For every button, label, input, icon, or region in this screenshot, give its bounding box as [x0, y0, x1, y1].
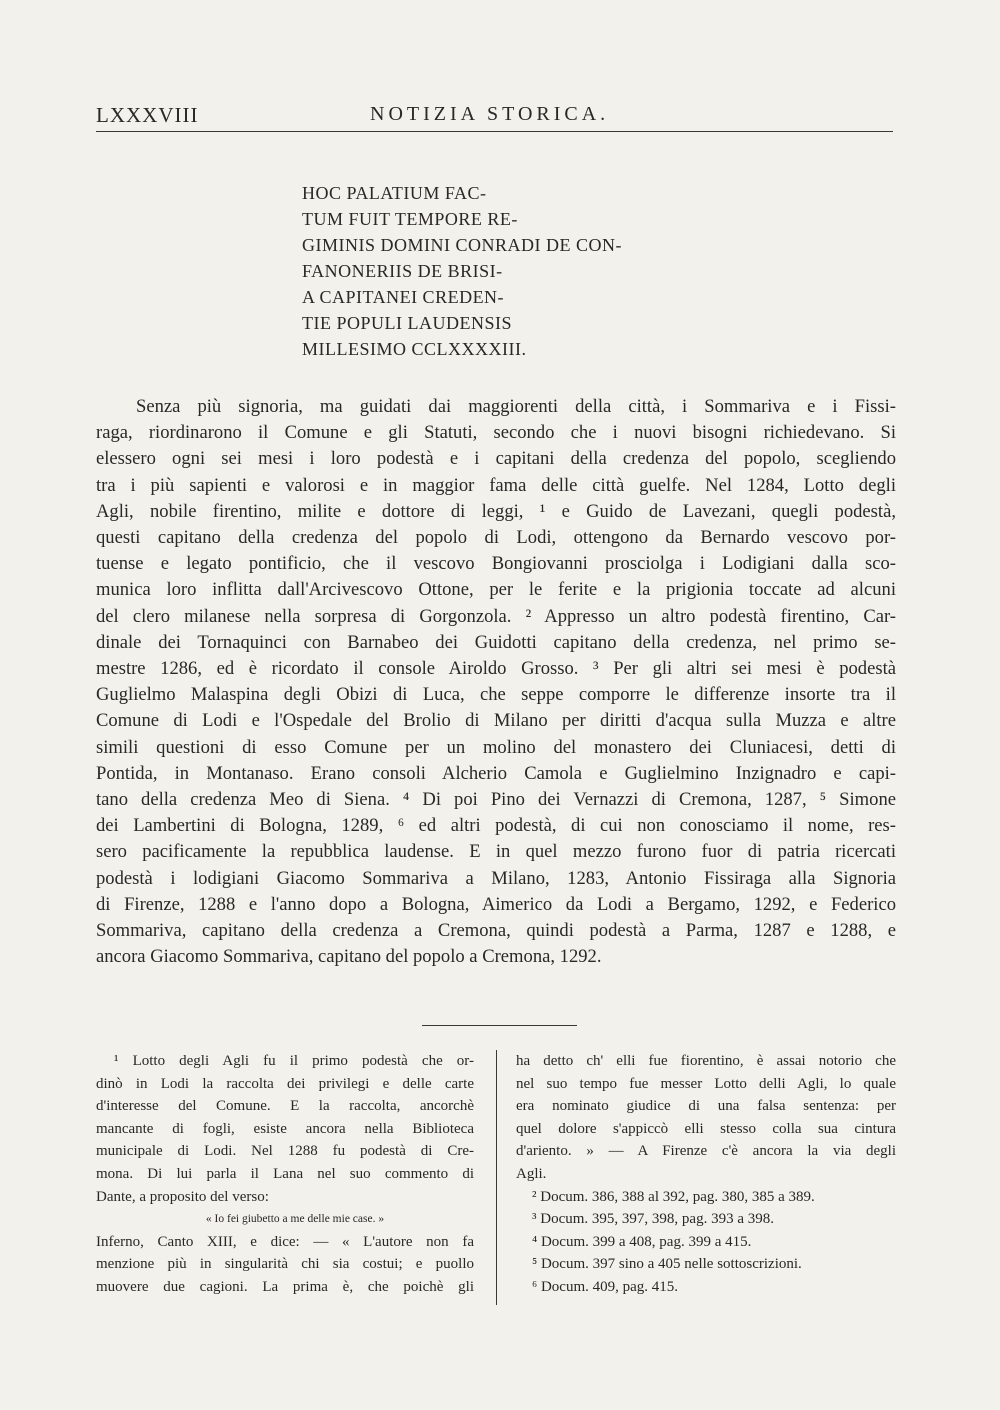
body-line: podestà i lodigiani Giacomo Sommariva a Milano, 1283, Antonio Fissiraga alla Signoria: [96, 867, 896, 889]
body-line: del clero milanese nella sorpresa di Gorgonzola. ² Appresso un altro podestà firentino, Car-: [96, 605, 896, 627]
footnote-line: menzione più in singularità chi sia costui; e puollo: [96, 1256, 474, 1273]
inscription-line: A CAPITANEI CREDEN-: [302, 287, 505, 307]
footnote-line: mancante di fogli, esiste ancora nella Biblioteca: [96, 1120, 474, 1137]
footnote-line: Agli.: [516, 1165, 547, 1182]
footnote-note: ⁶ Docum. 409, pag. 415.: [532, 1278, 679, 1295]
body-line: Guglielmo Malaspina degli Obizi di Luca, che seppe comporre le differenze insorte tra il: [96, 684, 896, 706]
footnote-line: era nominato giudice di una falsa sentenza: per: [516, 1098, 896, 1115]
body-line: tano della credenza Meo di Siena. ⁴ Di poi Pino dei Vernazzi di Cremona, 1287, ⁵ Simone: [96, 789, 896, 811]
footnote-line: ¹ Lotto degli Agli fu il primo podestà che or-: [114, 1053, 474, 1069]
body-line: Pontida, in Montanaso. Erano consoli Alcherio Camola e Guglielmino Inzignadro e capi-: [96, 762, 896, 784]
inscription-line: TUM FUIT TEMPORE RE-: [302, 209, 518, 229]
body-line: tuense e legato pontificio, che il vescovo Bongiovanni prosciolga i Lodigiani dalla sco-: [96, 553, 896, 575]
footnote-note: ³ Docum. 395, 397, 398, pag. 393 a 398.: [532, 1211, 774, 1228]
inscription-line: GIMINIS DOMINI CONRADI DE CON-: [302, 235, 622, 255]
footnote-line: d'interesse del Comune. E la raccolta, ancorchè: [96, 1098, 474, 1115]
footnote-line: Inferno, Canto XIII, e dice: — « L'autore non fa: [96, 1233, 474, 1250]
running-title: NOTIZIA STORICA.: [370, 103, 610, 125]
footnote-line: Dante, a proposito del verso:: [96, 1188, 269, 1205]
inscription-line: MILLESIMO CCLXXXXIII.: [302, 339, 527, 359]
body-line: munica loro inflitta dall'Arcivescovo Ottone, per le ferite e la prigionia toccate ad alcuni: [96, 579, 896, 601]
body-line: Agli, nobile firentino, milite e dottore di leggi, ¹ e Guido de Lavezani, quegli podestà,: [96, 500, 896, 522]
body-line: tra i più sapienti e valorosi e in maggior fama delle città guelfe. Nel 1284, Lotto degli: [96, 474, 896, 496]
body-paragraph: [96, 394, 896, 970]
footnote-line: nel suo tempo fue messer Lotto delli Agli, lo quale: [516, 1075, 896, 1092]
footnote-rule: [422, 1025, 577, 1026]
inscription-line: TIE POPULI LAUDENSIS: [302, 313, 512, 333]
page-number: LXXXVIII: [96, 103, 199, 127]
footnotes-right-column: [516, 1050, 896, 1299]
footnote-note: ⁴ Docum. 399 a 408, pag. 399 a 415.: [532, 1233, 752, 1250]
footnote-note: ² Docum. 386, 388 al 392, pag. 380, 385 a 389.: [532, 1188, 815, 1205]
footnote-line: dinò in Lodi la raccolta dei privilegi e delle carte: [96, 1075, 474, 1092]
body-line: raga, riordinarono il Comune e gli Statuti, secondo che i nuovi bisogni richiedevano. Si: [96, 422, 896, 444]
inscription-line: HOC PALATIUM FAC-: [302, 183, 487, 203]
inscription-line: FANONERIIS DE BRISI-: [302, 261, 503, 281]
body-line: mestre 1286, ed è ricordato il console Airoldo Grosso. ³ Per gli altri sei mesi è podestà: [96, 658, 896, 680]
body-line: questi capitano della credenza del popolo di Lodi, ottengono da Bernardo vescovo por-: [96, 527, 896, 549]
footnote-line: quel dolore s'appiccò elli stesso colla sua cintura: [516, 1120, 896, 1137]
body-line: di Firenze, 1288 e l'anno dopo a Bologna, Aimerico da Lodi a Bergamo, 1292, e Federico: [96, 893, 896, 915]
body-line: simili questioni di esso Comune per un molino del monastero dei Cluniacesi, detti di: [96, 736, 896, 758]
footnote-line: muovere due cagioni. La prima è, che poichè gli: [96, 1278, 474, 1295]
body-line: Senza più signoria, ma guidati dai maggiorenti della città, i Sommariva e i Fissi-: [136, 396, 896, 417]
body-line: Sommariva, capitano della credenza a Cremona, quindi podestà a Parma, 1287 e 1288, e: [96, 920, 896, 942]
header-rule: [96, 131, 893, 132]
footnote-column-divider: [496, 1050, 497, 1305]
body-line: sero pacificamente la repubblica laudense. E in quel mezzo furono fuor di patria ricercati: [96, 841, 896, 863]
footnote-line: mona. Di lui parla il Lana nel suo commento di: [96, 1165, 474, 1182]
footnote-line: municipale di Lodi. Nel 1288 fu podestà di Cre-: [96, 1143, 474, 1160]
footnotes-left-column: [96, 1050, 474, 1299]
body-line: Comune di Lodi e l'Ospedale del Brolio di Milano per diritti d'acqua sulla Muzza e altre: [96, 710, 896, 732]
footnote-line: d'ariento. » — A Firenze c'è ancora la via degli: [516, 1143, 896, 1160]
footnote-note: ⁵ Docum. 397 sino a 405 nelle sottoscrizioni.: [532, 1256, 802, 1273]
inscription-block: [302, 180, 632, 362]
body-line: dei Lambertini di Bologna, 1289, ⁶ ed altri podestà, di cui non conosciamo il nome, res-: [96, 815, 896, 837]
body-line: elessero ogni sei mesi i loro podestà e i capitani della credenza del popolo, scegliendo: [96, 448, 896, 470]
body-line: ancora Giacomo Sommariva, capitano del popolo a Cremona, 1292.: [96, 946, 602, 968]
footnote-verse-quote: « Io fei giubetto a me delle mie case. »: [205, 1213, 385, 1226]
footnote-line: ha detto ch' elli fue fiorentino, è assai notorio che: [516, 1053, 896, 1069]
body-line: dinale dei Tornaquinci con Barnabeo dei Guidotti capitano della credenza, nel primo se-: [96, 631, 896, 653]
